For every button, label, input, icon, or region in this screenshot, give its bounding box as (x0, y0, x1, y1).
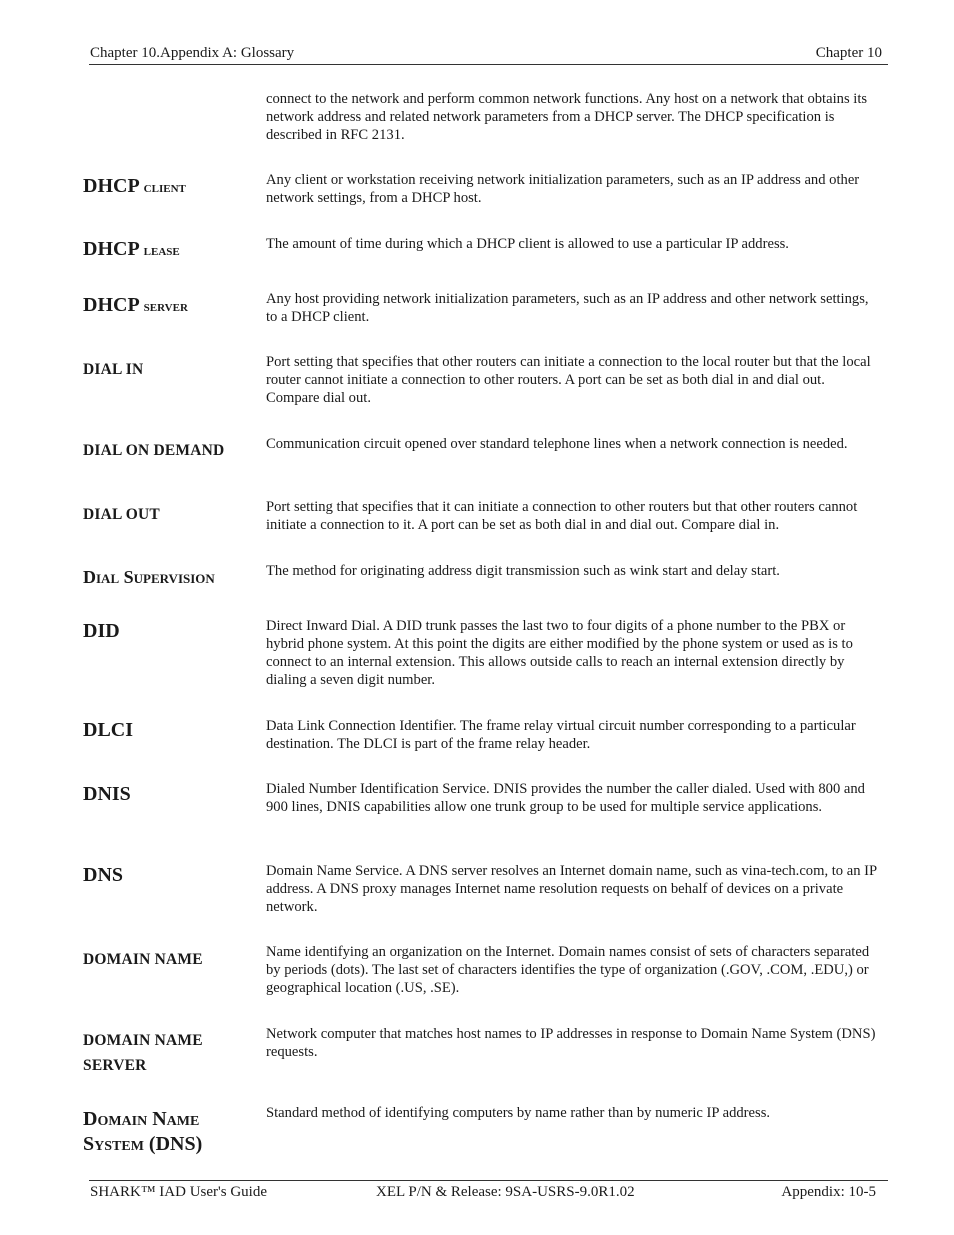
term-dhcp-lease: DHCP lease (83, 238, 180, 260)
definition-dhcp-server: Any host providing network initialization parameters, such as an IP address and other network settings, to a DHCP client. (266, 291, 869, 325)
definition-dnis: Dialed Number Identification Service. DNIS provides the number the caller dialed. Used with 800 and 900 lines, DNIS capabilities allow one trunk group to be used for multiple service applications. (266, 781, 865, 815)
definition-dial-out: Port setting that specifies that it can initiate a connection to other routers but that other routers cannot initiate a connection to it. A port can be set as both dial in and dial out. Compare dial in. (266, 499, 858, 533)
term-dnis: DNIS (83, 783, 131, 805)
footer-guide-title: SHARK™ IAD User's Guide (90, 1184, 267, 1200)
definition-dial-supervision: The method for originating address digit transmission such as wink start and delay start. (266, 563, 780, 579)
header-chapter-number: Chapter 10 (815, 45, 882, 61)
term-dial-supervision: Dial Supervision (83, 567, 215, 587)
definition-dhcp-client: Any client or workstation receiving network initialization parameters, such as an IP address and other network settings, from a DHCP host. (266, 172, 860, 206)
definition-domain-name: Name identifying an organization on the Internet. Domain names consist of sets of characters separated by periods (dots). The last set of characters identifies the type of organization (.GOV, .COM, .EDU,) or geographical location (.US, .SE). (266, 944, 870, 996)
page-footer (89, 1180, 888, 1203)
term-dhcp-server: DHCP server (83, 294, 188, 316)
header-chapter-title: Chapter 10.Appendix A: Glossary (90, 45, 295, 61)
term-dns: DNS (83, 864, 124, 886)
term-dial-in: DIAL IN (83, 361, 144, 378)
page-header (89, 44, 888, 65)
term-dial-out: DIAL OUT (83, 506, 160, 523)
definition-did: Direct Inward Dial. A DID trunk passes the last two to four digits of a phone number to the PBX or hybrid phone system. At this point the digits are either modified by the phone system or used as is to connect to an internal extension. This allows outside calls to reach an internal extension directly by dialing a seven digit number. (266, 618, 853, 688)
term-dlci: DLCI (83, 719, 134, 741)
term-dial-on-demand: DIAL ON DEMAND (83, 442, 225, 459)
definition-domain-name-system: Standard method of identifying computers by name rather than by numeric IP address. (266, 1105, 771, 1121)
definition-dhcp-lease: The amount of time during which a DHCP client is allowed to use a particular IP address. (266, 236, 789, 252)
definition-dns: Domain Name Service. A DNS server resolves an Internet domain name, such as vina-tech.com, to an IP address. A DNS proxy manages Internet name resolution requests on behalf of devices on a private network. (266, 863, 877, 915)
term-did: DID (83, 620, 120, 642)
term-domain-name: DOMAIN NAME (83, 951, 203, 968)
definition-dlci: Data Link Connection Identifier. The frame relay virtual circuit number corresponding to a particular destination. The DLCI is part of the frame relay header. (266, 718, 856, 752)
term-domain-name-server: DOMAIN NAME SERVER (83, 1032, 203, 1074)
term-dhcp-client: DHCP client (83, 175, 186, 197)
footer-part-number: XEL P/N & Release: 9SA-USRS-9.0R1.02 (376, 1184, 635, 1200)
definition-dial-on-demand: Communication circuit opened over standard telephone lines when a network connection is needed. (266, 436, 848, 452)
continued-definition: connect to the network and perform common network functions. Any host on a network that obtains its network address and related network parameters from a DHCP server. The DHCP specification is described in RFC 2131. (266, 91, 868, 143)
definition-domain-name-server: Network computer that matches host names to IP addresses in response to Domain Name System (DNS) requests. (266, 1026, 876, 1060)
definition-dial-in: Port setting that specifies that other routers can initiate a connection to the local router but that the local router cannot initiate a connection to other routers. A port can be set as both dial in and dial out. Compare dial out. (266, 354, 871, 406)
footer-page-number: Appendix: 10-5 (781, 1184, 876, 1200)
term-domain-name-system: Domain Name System (DNS) (83, 1108, 203, 1155)
